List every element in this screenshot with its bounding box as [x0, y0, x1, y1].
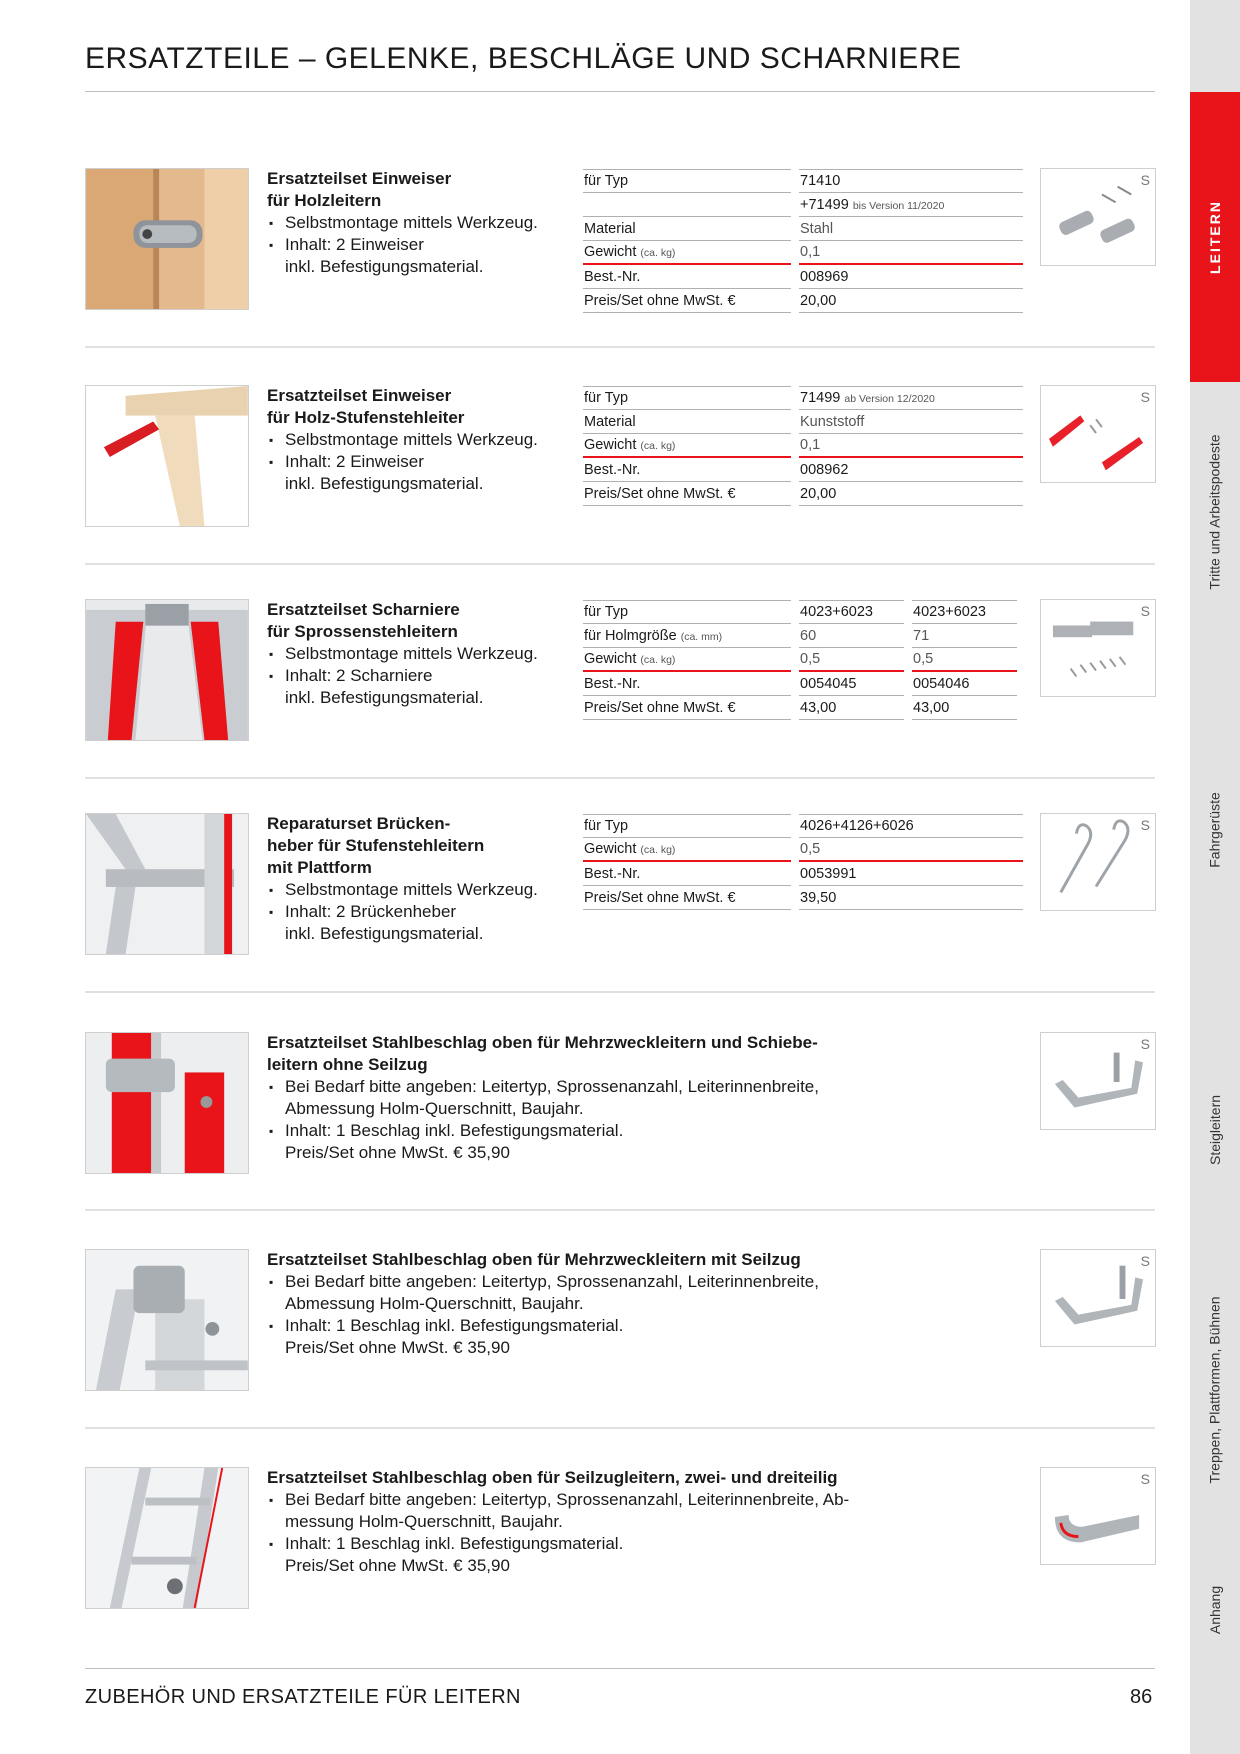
part-thumbnail — [1040, 813, 1156, 911]
product-photo-wood-ladder — [85, 168, 249, 310]
product-einweiser-holz-stufenstehleiter — [85, 385, 1155, 530]
thumb-mark: S — [1140, 1253, 1150, 1269]
page-title: ERSATZTEILE – GELENKE, BESCHLÄGE UND SCHARNIERE — [85, 42, 962, 75]
sidebar-tab-steigleitern[interactable]: Steigleitern — [1207, 1094, 1224, 1166]
part-thumbnail — [1040, 1467, 1156, 1565]
product-photo-rope-ladder — [85, 1249, 249, 1391]
part-thumbnail — [1040, 1032, 1156, 1130]
bullet-item: ▪ Inhalt: 2 Brückenheber inkl. Befestigungsmaterial. — [267, 901, 567, 945]
spec-table: für Typ 71499 ab Version 12/2020 Material Kunststoff Gewicht (ca. kg) 0,1 Best.-Nr. 008962 Preis/Set ohne MwSt. € 20,00 — [583, 386, 1023, 506]
product-name-line3: mit Plattform — [267, 858, 372, 877]
spec-table: für Typ 4023+6023 4023+6023 für Holmgröße (ca. mm) 60 71 Gewicht (ca. kg) 0,5 0,5 Best.-Nr. 0054045 0054046 Preis/Set ohne MwSt. € 43,00 43,00 — [583, 600, 1017, 720]
product-photo-extension-ladder — [85, 1467, 249, 1609]
section-divider — [85, 777, 1155, 779]
product-photo-step-ladder — [85, 385, 249, 527]
sidebar-tab-tritte[interactable]: Tritte und Arbeitspodeste — [1207, 434, 1224, 590]
thumb-mark: S — [1140, 1036, 1150, 1052]
product-name: Ersatzteilset Stahlbeschlag oben für Seilzugleitern, zwei- und dreiteilig — [267, 1468, 838, 1487]
bullet-item: ▪ Bei Bedarf bitte angeben: Leitertyp, Sprossenanzahl, Leiterinnenbreite, Ab- messung Holm-Querschnitt, Baujahr. — [267, 1489, 917, 1533]
product-name-line2: für Holz-Stufenstehleiter — [267, 408, 465, 427]
product-name-line2: leitern ohne Seilzug — [267, 1055, 428, 1074]
spec-table: für Typ 71410 +71499 bis Version 11/2020 Material Stahl Gewicht (ca. kg) 0,1 Best.-Nr. 008969 Preis/Set ohne MwSt. € 20,00 — [583, 169, 1023, 313]
part-thumbnail — [1040, 1249, 1156, 1347]
product-description — [267, 1467, 917, 1577]
page-number: 86 — [1130, 1686, 1153, 1708]
thumb-mark: S — [1140, 1471, 1150, 1487]
thumb-mark: S — [1140, 172, 1150, 188]
product-photo-hinge-ladder — [85, 599, 249, 741]
product-name: Reparaturset Brücken- — [267, 814, 451, 833]
product-brueckenheber-stufenstehleitern — [85, 813, 1155, 958]
product-name: Ersatzteilset Scharniere — [267, 600, 460, 619]
part-thumbnail — [1040, 168, 1156, 266]
section-divider — [85, 1209, 1155, 1211]
product-photo-platform-ladder — [85, 813, 249, 955]
bullet-item: ▪ Selbstmontage mittels Werkzeug. — [267, 429, 567, 451]
product-name-line2: heber für Stufenstehleitern — [267, 836, 485, 855]
product-name: Ersatzteilset Einweiser — [267, 169, 452, 188]
product-stahlbeschlag-mit-seilzug — [85, 1249, 1155, 1394]
product-name: Ersatzteilset Einweiser — [267, 386, 452, 405]
bullet-item: ▪ Selbstmontage mittels Werkzeug. — [267, 643, 567, 665]
section-divider — [85, 991, 1155, 993]
sidebar-tab-leitern[interactable]: LEITERN — [1190, 92, 1240, 382]
chapter-sidebar — [1190, 0, 1240, 1754]
sidebar-tab-fahrgerueste[interactable]: Fahrgerüste — [1207, 792, 1224, 868]
product-name: Ersatzteilset Stahlbeschlag oben für Mehrzweckleitern und Schiebe- — [267, 1033, 818, 1052]
footer-title: ZUBEHÖR UND ERSATZTEILE FÜR LEITERN — [85, 1686, 521, 1708]
product-description — [267, 385, 567, 495]
price-line: Preis/Set ohne MwSt. € 35,90 — [285, 1143, 510, 1162]
bullet-item: ▪ Inhalt: 2 Einweiser inkl. Befestigungsmaterial. — [267, 234, 567, 278]
bullet-item: ▪ Inhalt: 2 Scharniere inkl. Befestigungsmaterial. — [267, 665, 567, 709]
thumb-mark: S — [1140, 817, 1150, 833]
bullet-item: ▪ Bei Bedarf bitte angeben: Leitertyp, Sprossenanzahl, Leiterinnenbreite, Abmessung Holm-Querschnitt, Baujahr. — [267, 1271, 917, 1315]
product-einweiser-holzleitern — [85, 168, 1155, 313]
product-name-line2: für Sprossenstehleitern — [267, 622, 458, 641]
part-thumbnail — [1040, 385, 1156, 483]
product-stahlbeschlag-seilzugleitern — [85, 1467, 1155, 1612]
bullet-item: ▪ Inhalt: 1 Beschlag inkl. Befestigungsmaterial. — [267, 1533, 917, 1555]
bullet-item: ▪ Inhalt: 2 Einweiser inkl. Befestigungsmaterial. — [267, 451, 567, 495]
spec-table: für Typ 4026+4126+6026 Gewicht (ca. kg) 0,5 Best.-Nr. 0053991 Preis/Set ohne MwSt. € 39,50 — [583, 814, 1023, 910]
sidebar-tab-treppen[interactable]: Treppen, Plattformen, Bühnen — [1207, 1296, 1224, 1484]
title-divider — [85, 91, 1155, 92]
product-stahlbeschlag-ohne-seilzug — [85, 1032, 1155, 1177]
footer-divider — [85, 1668, 1155, 1669]
product-description — [267, 1032, 917, 1164]
product-name: Ersatzteilset Stahlbeschlag oben für Mehrzweckleitern mit Seilzug — [267, 1250, 801, 1269]
section-divider — [85, 563, 1155, 565]
bullet-item: ▪ Inhalt: 1 Beschlag inkl. Befestigungsmaterial. — [267, 1315, 917, 1337]
product-description — [267, 813, 567, 945]
section-divider — [85, 346, 1155, 348]
product-description — [267, 1249, 917, 1359]
part-thumbnail — [1040, 599, 1156, 697]
product-scharniere-sprossenstehleitern — [85, 599, 1155, 744]
product-description — [267, 599, 567, 709]
product-photo-multi-ladder — [85, 1032, 249, 1174]
bullet-item: ▪ Bei Bedarf bitte angeben: Leitertyp, Sprossenanzahl, Leiterinnenbreite, Abmessung Holm-Querschnitt, Baujahr. — [267, 1076, 917, 1120]
bullet-item: ▪ Selbstmontage mittels Werkzeug. — [267, 879, 567, 901]
thumb-mark: S — [1140, 389, 1150, 405]
section-divider — [85, 1427, 1155, 1429]
product-description — [267, 168, 567, 278]
thumb-mark: S — [1140, 603, 1150, 619]
sidebar-tab-anhang[interactable]: Anhang — [1207, 1585, 1223, 1635]
bullet-item: ▪ Inhalt: 1 Beschlag inkl. Befestigungsmaterial. — [267, 1120, 917, 1142]
price-line: Preis/Set ohne MwSt. € 35,90 — [285, 1556, 510, 1575]
price-line: Preis/Set ohne MwSt. € 35,90 — [285, 1338, 510, 1357]
bullet-item: ▪ Selbstmontage mittels Werkzeug. — [267, 212, 567, 234]
product-name-line2: für Holzleitern — [267, 191, 382, 210]
